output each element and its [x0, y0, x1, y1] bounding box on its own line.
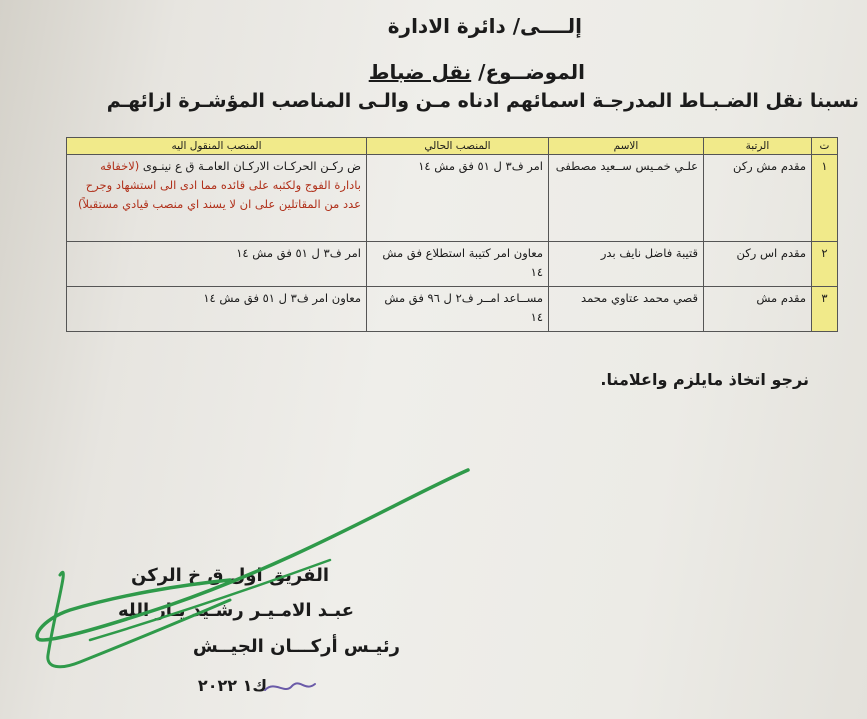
- header-number: ت: [812, 138, 838, 155]
- table-header-row: [67, 138, 838, 155]
- row-name: علـي خمـيس ســعيد مصطفى: [549, 155, 704, 242]
- row-name: قتيبة فاضل نايف بدر: [549, 242, 704, 287]
- addressee-line: إلــــى/ دائرة الادارة: [387, 14, 582, 38]
- row-new-position: معاون امر ف٣ ل ٥١ فق مش ١٤: [67, 287, 367, 332]
- table-row: [67, 155, 838, 242]
- officers-transfer-table: [66, 137, 838, 332]
- row-number: ١: [812, 155, 838, 242]
- subject-value: نقل ضباط: [368, 60, 472, 84]
- document-date: ك١ ٢٠٢٢: [197, 676, 267, 695]
- signatory-position: رئيـس أركـــان الجيــش: [192, 636, 400, 657]
- signatory-name: عبـد الامـيـر رشـيد يـار الله: [117, 600, 354, 621]
- signatory-rank: الفريق اول ق خ الركن: [131, 565, 329, 586]
- row-rank: مقدم مش ركن: [704, 155, 812, 242]
- row-number: ٣: [812, 287, 838, 332]
- table-row: [67, 287, 838, 332]
- row-new-position: [67, 155, 367, 242]
- row-rank: مقدم اس ركن: [704, 242, 812, 287]
- table-row: [67, 242, 838, 287]
- subject-line: [369, 60, 585, 84]
- date-scribble: [265, 683, 315, 690]
- row-name: قصي محمد عتاوي محمد: [549, 287, 704, 332]
- row-current-position: امر ف٣ ل ٥١ فق مش ١٤: [367, 155, 549, 242]
- new-position-text: ض ركـن الحركـات الاركـان العامـة ق ع نينـوى: [142, 159, 361, 173]
- row-rank: مقدم مش: [704, 287, 812, 332]
- intro-text: نسبنا نقل الضـبـاط المدرجـة اسمائهم ادناه مـن والـى المناصب المؤشـرة ازائهـم: [106, 90, 859, 112]
- header-rank: الرتبة: [704, 138, 812, 155]
- row-number: ٢: [812, 242, 838, 287]
- row-current-position: مســاعد امــر ف٢ ل ٩٦ فق مش ١٤: [367, 287, 549, 332]
- row-current-position: معاون امر كتيبة استطلاع فق مش ١٤: [367, 242, 549, 287]
- header-new-position: المنصب المنقول اليه: [67, 138, 367, 155]
- header-current-position: المنصب الحالي: [367, 138, 549, 155]
- transfer-reason-note: (لاخفاقه بادارة الفوج ولكثبه على قائده مما ادى الى استشهاد وجرح عدد من المقاتلين على ان لا يسند اي منصب قيادي مستقبلاً): [77, 159, 361, 211]
- subject-label: الموضــوع/: [478, 60, 585, 84]
- row-new-position: امر ف٣ ل ٥١ فق مش ١٤: [67, 242, 367, 287]
- header-name: الاسم: [549, 138, 704, 155]
- closing-request: نرجو اتخاذ مايلزم واعلامنا.: [600, 370, 809, 389]
